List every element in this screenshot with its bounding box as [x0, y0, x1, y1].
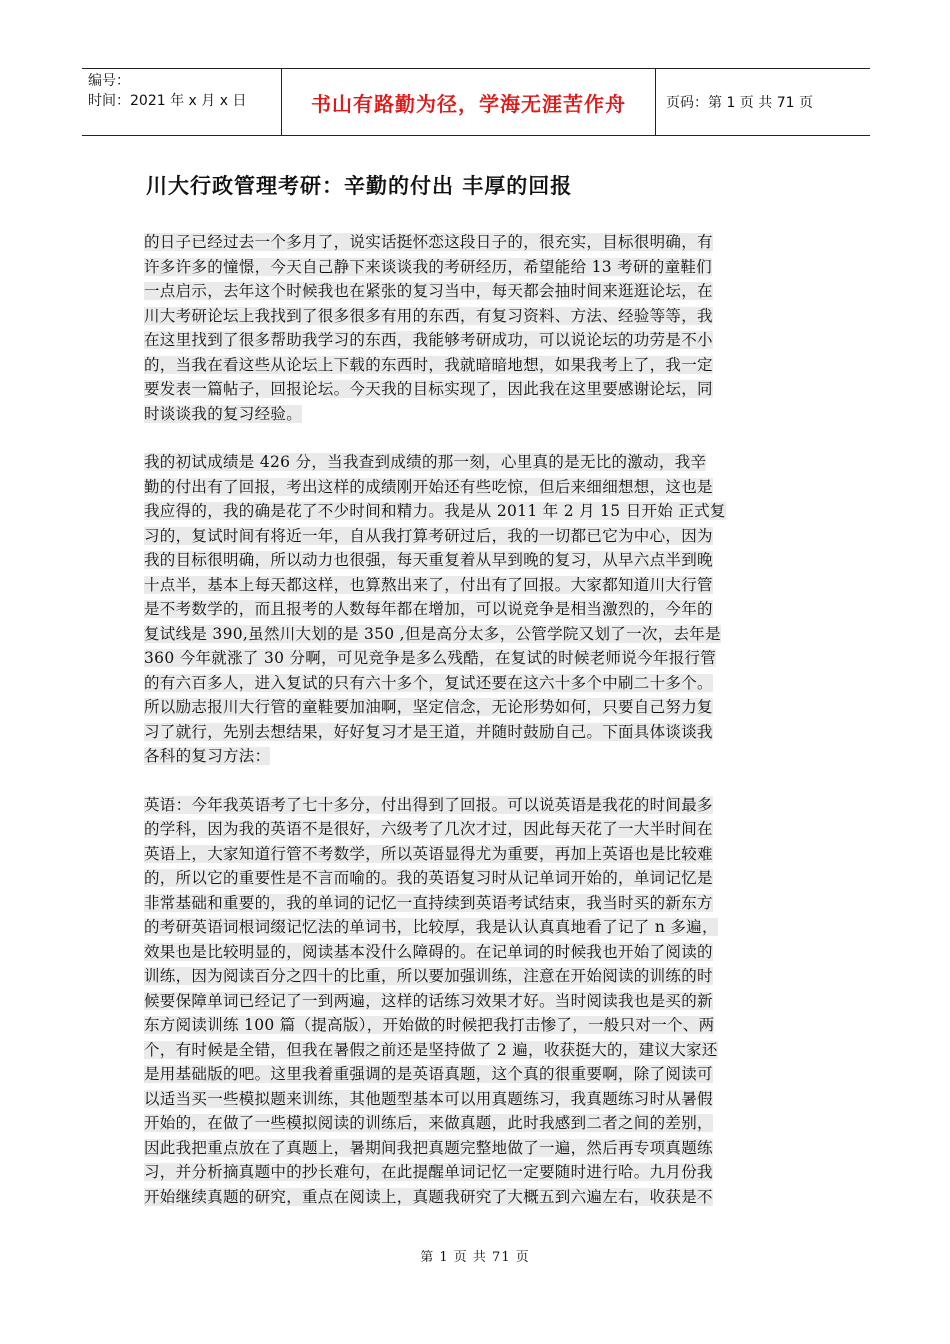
text-line [144, 475, 808, 500]
text-line-content: 复试线是 390,虽然川大划的是 350 ,但是高分太多，公管学院又划了一次，去年是 [144, 624, 721, 643]
text-line [144, 695, 808, 720]
text-line [144, 1013, 808, 1038]
text-line [144, 450, 808, 475]
text-line-content: 我应得的，我的确是花了不少时间和精力。我是从 2011 年 2 月 15 日开始 正式复 [144, 502, 726, 520]
text-line [144, 940, 808, 965]
text-line [144, 817, 808, 842]
text-line [144, 671, 808, 696]
text-line [144, 866, 808, 891]
text-line [144, 1111, 808, 1136]
text-line-content: 非常基础和重要的，我的单词的记忆一直持续到英语考试结束，我当时买的新东方 [144, 893, 713, 912]
text-line-content: 的考研英语词根词缀记忆法的单词书，比较厚，我是认认真真地看了记了 n 多遍， [144, 918, 718, 936]
text-line [144, 499, 808, 524]
motto-cell [282, 69, 656, 135]
text-line-content: 各科的复习方法： [144, 747, 271, 765]
text-line-content: 是用基础版的吧。这里我着重强调的是英语真题，这个真的很重要啊，除了阅读可 [144, 1065, 713, 1083]
text-line [144, 279, 808, 304]
text-line [144, 377, 808, 402]
text-line [144, 622, 808, 647]
document-title: 川大行政管理考研：辛勤的付出 丰厚的回报 [146, 174, 573, 198]
paragraph [144, 793, 808, 1210]
text-line [144, 1087, 808, 1112]
text-line [144, 1185, 808, 1210]
text-line-content: 时谈谈我的复习经验。 [144, 404, 303, 423]
text-line [144, 1038, 808, 1063]
document-body [144, 230, 808, 1233]
text-line-content: 的，所以它的重要性是不言而喻的。我的英语复习时从记单词开始的，单词记忆是 [144, 869, 713, 887]
text-line [144, 230, 808, 255]
text-line [144, 720, 808, 745]
paragraph [144, 450, 808, 769]
text-line-content: 英语上，大家知道行管不考数学，所以英语显得尤为重要，再加上英语也是比较难 [144, 844, 713, 863]
page-footer: 第 1 页 共 71 页 [420, 1250, 530, 1265]
text-line [144, 646, 808, 671]
motto-text: 书山有路勤为径，学海无涯苦作舟 [311, 91, 626, 116]
number-label: 编号： [88, 73, 130, 89]
text-line-content: 在这里找到了很多帮助我学习的东西，我能够考研成功，可以说论坛的功劳是不小 [144, 331, 713, 349]
text-line-content: 的学科，因为我的英语不是很好，六级考了几次才过，因此每天花了一大半时间在 [144, 820, 713, 838]
text-line-content: 一点启示，去年这个时候我也在紧张的复习当中，每天都会抽时间来逛逛论坛，在 [144, 282, 713, 300]
text-line-content: 川大考研论坛上我找到了很多很多有用的东西，有复习资料、方法、经验等等，我 [144, 306, 713, 325]
text-line [144, 915, 808, 940]
text-line-content: 所以励志报川大行管的童鞋要加油啊，坚定信念，无论形势如何，只要自己努力复 [144, 698, 713, 716]
text-line-content: 候要保障单词已经记了一到两遍，这样的话练习效果才好。当时阅读我也是买的新 [144, 991, 713, 1010]
text-line-content: 以适当买一些模拟题来训练，其他题型基本可以用真题练习，我真题练习时从暑假 [144, 1089, 713, 1108]
text-line [144, 597, 808, 622]
text-line [144, 989, 808, 1014]
text-line-content: 习的，复试时间有将近一年，自从我打算考研过后，我的一切都已它为中心，因为 [144, 526, 713, 545]
text-line-content: 训练，因为阅读百分之四十的比重，所以要加强训练，注意在开始阅读的训练的时 [144, 967, 713, 985]
page-info-cell [656, 69, 870, 135]
text-line [144, 328, 808, 353]
text-line-content: 我的目标很明确，所以动力也很强，每天重复着从早到晚的复习，从早六点半到晚 [144, 551, 713, 569]
paragraph [144, 230, 808, 426]
text-line [144, 1160, 808, 1185]
text-line [144, 744, 808, 769]
text-line-content: 许多许多的憧憬，今天自己静下来谈谈我的考研经历，希望能给 13 考研的童鞋们 [144, 257, 712, 276]
text-line-content: 的有六百多人，进入复试的只有六十多个，复试还要在这六十多个中刷二十多个。 [144, 673, 713, 692]
text-line-content: 个，有时候是全错，但我在暑假之前还是坚持做了 2 遍，收获挺大的，建议大家还 [144, 1040, 718, 1059]
text-line [144, 1136, 808, 1161]
text-line [144, 304, 808, 329]
page-info-text: 页码：第 1 页 共 71 页 [666, 95, 813, 111]
text-line [144, 353, 808, 378]
text-line-content: 十点半，基本上每天都这样，也算熬出来了，付出有了回报。大家都知道川大行管 [144, 575, 713, 594]
text-line [144, 548, 808, 573]
header-meta-cell [82, 69, 282, 135]
text-line [144, 573, 808, 598]
text-line-content: 英语：今年我英语考了七十多分，付出得到了回报。可以说英语是我花的时间最多 [144, 795, 713, 814]
date-label: 时间：2021 年 x 月 x 日 [88, 93, 247, 109]
text-line-content: 效果也是比较明显的，阅读基本没什么障碍的。在记单词的时候我也开始了阅读的 [144, 942, 713, 961]
text-line [144, 402, 808, 427]
text-line-content: 360 今年就涨了 30 分啊，可见竞争是多么残酷，在复试的时候老师说今年报行管 [144, 649, 717, 667]
text-line-content: 东方阅读训练 100 篇（提高版），开始做的时候把我打击惨了，一般只对一个、两 [144, 1016, 715, 1034]
text-line [144, 964, 808, 989]
text-line-content: 的，当我在看这些从论坛上下载的东西时，我就暗暗地想，如果我考上了，我一定 [144, 355, 713, 374]
text-line [144, 842, 808, 867]
text-line-content: 的日子已经过去一个多月了，说实话挺怀恋这段日子的，很充实，目标很明确，有 [144, 233, 713, 251]
text-line [144, 793, 808, 818]
text-line-content: 勤的付出有了回报，考出这样的成绩刚开始还有些吃惊，但后来细细想想，这也是 [144, 477, 713, 496]
text-line-content: 开始的，在做了一些模拟阅读的训练后，来做真题，此时我感到二者之间的差别， [144, 1114, 713, 1132]
text-line [144, 255, 808, 280]
text-line-content: 是不考数学的，而且报考的人数每年都在增加，可以说竞争是相当激烈的，今年的 [144, 600, 713, 618]
text-line [144, 891, 808, 916]
text-line-content: 因此我把重点放在了真题上，暑期间我把真题完整地做了一遍，然后再专项真题练 [144, 1138, 713, 1157]
text-line-content: 我的初试成绩是 426 分，当我查到成绩的那一刻，心里真的是无比的激动，我辛 [144, 453, 707, 471]
text-line [144, 1062, 808, 1087]
text-line-content: 要发表一篇帖子，回报论坛。今天我的目标实现了，因此我在这里要感谢论坛，同 [144, 380, 713, 398]
text-line-content: 开始继续真题的研究，重点在阅读上，真题我研究了大概五到六遍左右，收获是不 [144, 1187, 713, 1206]
text-line [144, 524, 808, 549]
text-line-content: 习，并分析摘真题中的抄长难句，在此提醒单词记忆一定要随时进行哈。九月份我 [144, 1163, 713, 1181]
header-table [82, 68, 870, 136]
text-line-content: 习了就行，先别去想结果，好好复习才是王道，并随时鼓励自己。下面具体谈谈我 [144, 722, 713, 741]
